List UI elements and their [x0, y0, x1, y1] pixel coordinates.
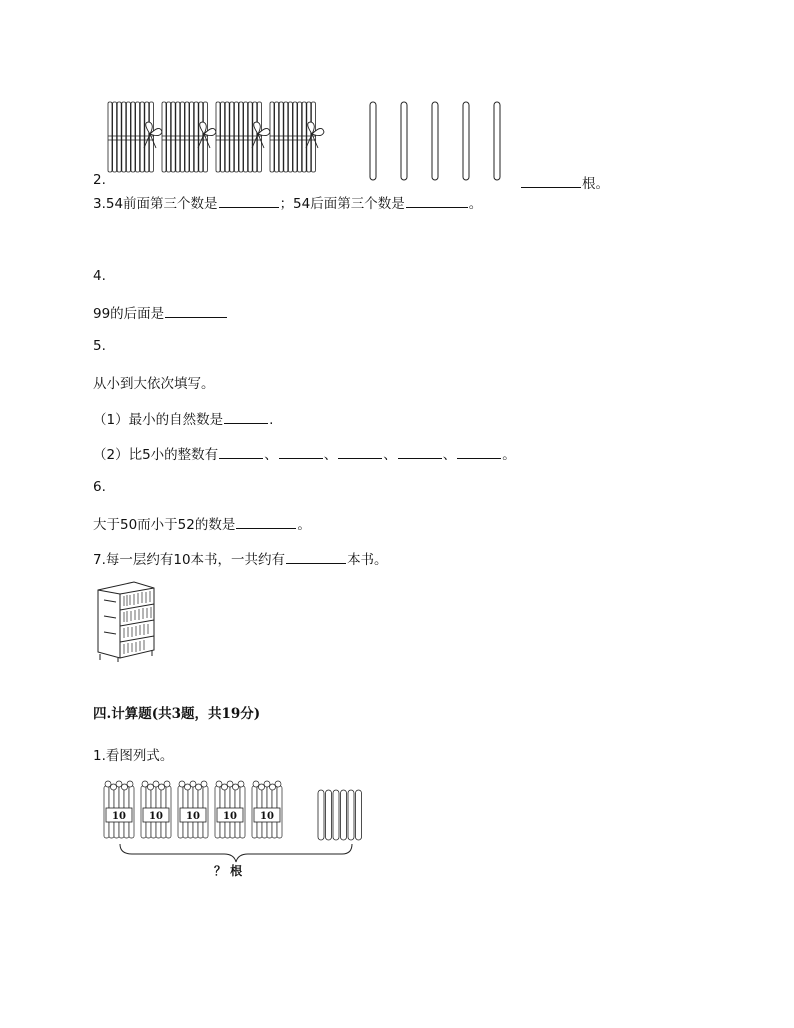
q2-bundle [216, 102, 270, 172]
calc1-bundle-label: 10 [260, 811, 274, 822]
q2-bundles-figure [100, 98, 510, 188]
q5-sub1 [93, 408, 273, 428]
q4-blank[interactable] [165, 305, 227, 318]
q5-sub1-blank[interactable] [224, 411, 268, 424]
q5-number: 5. [93, 338, 106, 354]
q5-sub2-blank-3[interactable] [338, 446, 382, 459]
q2-loose-stick [370, 102, 376, 180]
q2-blank[interactable] [521, 175, 581, 188]
q5-sub2-blank-5[interactable] [457, 446, 501, 459]
calc1-bundle-label: 10 [149, 811, 163, 822]
q5-instruction: 从小到大依次填写。 [93, 376, 215, 392]
calc1-bundle [178, 781, 208, 838]
q4-number: 4. [93, 268, 106, 284]
q5-sub2-sep: 、 [323, 447, 338, 463]
q5-sub2-blank-1[interactable] [219, 446, 263, 459]
q5-sub2-sep: 、 [442, 447, 457, 463]
q2-number: 2. [93, 172, 106, 188]
calc1-bundle [104, 781, 134, 838]
calc1-bundle-label: 10 [112, 811, 126, 822]
q7-line [93, 548, 388, 568]
q5-sub2-sep: 、 [383, 447, 397, 463]
q6-blank[interactable] [236, 516, 296, 529]
calc1-loose-stick [326, 790, 332, 840]
q2-loose-stick [463, 102, 469, 180]
calc1-title: 1.看图列式。 [93, 748, 174, 764]
calc1-brace-label: ？ 根 [214, 864, 243, 878]
q2-answer [520, 172, 609, 192]
q6-line [93, 513, 311, 533]
calc1-loose-stick [318, 790, 324, 840]
q5-sub2-blank-2[interactable] [279, 446, 323, 459]
q5-sub2-end: 。 [502, 447, 516, 463]
calc1-bundle [252, 781, 282, 838]
q3-line [93, 192, 482, 212]
q7-end: 本书。 [347, 552, 388, 568]
q4-line [93, 302, 228, 322]
q5-sub2-prefix: （2）比5小的整数有 [93, 447, 219, 463]
q3-blank-1[interactable] [219, 195, 279, 208]
calc1-bundle [141, 781, 171, 838]
q2-bundle [162, 102, 216, 172]
bookshelf-icon [94, 580, 158, 662]
calc1-loose-stick [333, 790, 339, 840]
calc1-bundle [215, 781, 245, 838]
q2-line [93, 172, 106, 188]
q5-sub2 [93, 443, 516, 463]
q7-prefix: 7.每一层约有10本书，一共约有 [93, 552, 286, 568]
q5-sub1-end: . [269, 412, 274, 428]
q5-sub2-sep: 、 [264, 447, 278, 463]
q2-loose-stick [494, 102, 500, 180]
q7-blank[interactable] [286, 551, 346, 564]
q2-loose-stick [401, 102, 407, 180]
q6-number: 6. [93, 479, 106, 495]
q3-blank-2[interactable] [406, 195, 468, 208]
q2-loose-stick [432, 102, 438, 180]
calc1-loose-stick [348, 790, 354, 840]
q6-prefix: 大于50而小于52的数是 [93, 517, 236, 533]
calc1-loose-stick [341, 790, 347, 840]
calc1-bundle-label: 10 [223, 811, 237, 822]
section-4-heading: 四.计算题(共3题，共19分) [93, 706, 261, 722]
q5-sub1-prefix: （1）最小的自然数是 [93, 412, 224, 428]
calc1-loose-stick [356, 790, 362, 840]
q2-bundle [270, 102, 324, 172]
q2-bundle [108, 102, 162, 172]
calc1-brace [120, 844, 352, 862]
q3-mid: ；54后面第三个数是 [279, 196, 405, 212]
q2-unit: 根。 [582, 176, 609, 192]
q5-sub2-blank-4[interactable] [398, 446, 442, 459]
q3-end: 。 [468, 196, 483, 212]
q6-end: 。 [297, 517, 311, 533]
q4-prefix: 99的后面是 [93, 306, 165, 322]
calc1-bundle-label: 10 [186, 811, 200, 822]
q3-prefix: 3.54前面第三个数是 [93, 196, 218, 212]
